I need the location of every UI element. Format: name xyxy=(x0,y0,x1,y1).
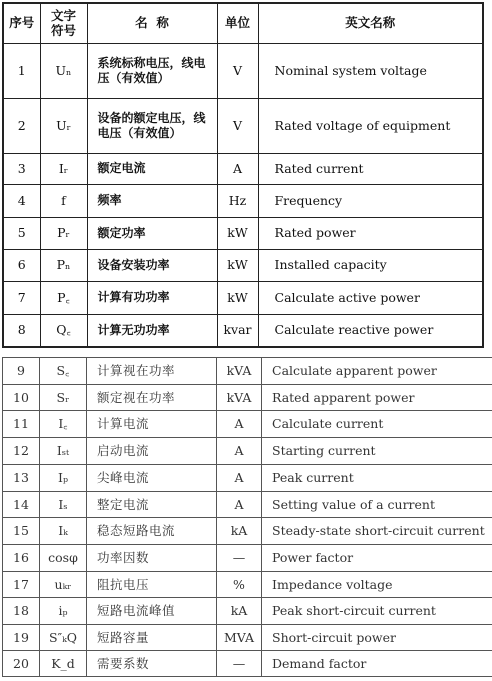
row-english: Rated current xyxy=(258,153,483,184)
row-name: 稳态短路电流 xyxy=(87,518,217,545)
row-unit: Hz xyxy=(217,184,258,217)
row-name: 功率因数 xyxy=(87,545,217,572)
table-row xyxy=(3,43,483,98)
row-name: 计算电流 xyxy=(87,411,217,438)
row-english: Nominal system voltage xyxy=(258,43,483,98)
row-unit: A xyxy=(217,153,258,184)
row-symbol: Pₙ xyxy=(40,249,87,281)
row-number: 5 xyxy=(3,217,40,249)
table-row xyxy=(3,598,492,625)
row-name: 额定视在功率 xyxy=(87,385,217,411)
row-english: Demand factor xyxy=(262,651,492,677)
row-english: Setting value of a current xyxy=(262,492,492,518)
row-unit: A xyxy=(217,465,262,492)
row-name: 额定电流 xyxy=(87,153,217,184)
row-english: Steady-state short-circuit current xyxy=(262,518,492,545)
row-unit: kA xyxy=(217,598,262,625)
row-symbol: iₚ xyxy=(40,598,87,625)
row-english: Calculate active power xyxy=(258,281,483,314)
row-unit: V xyxy=(217,98,258,153)
table-row xyxy=(3,249,483,281)
row-english: Rated voltage of equipment xyxy=(258,98,483,153)
row-name: 额定功率 xyxy=(87,217,217,249)
row-symbol: Uₙ xyxy=(40,43,87,98)
row-number: 19 xyxy=(3,625,40,651)
row-unit: kvar xyxy=(217,314,258,347)
table-row xyxy=(3,518,492,545)
row-symbol: Uᵣ xyxy=(40,98,87,153)
row-number: 2 xyxy=(3,98,40,153)
row-number: 9 xyxy=(3,358,40,385)
table-row xyxy=(3,492,492,518)
row-symbol: Q꜀ xyxy=(40,314,87,347)
symbol-table-part-1 xyxy=(2,2,484,348)
row-english: Short-circuit power xyxy=(262,625,492,651)
row-number: 11 xyxy=(3,411,40,438)
table-row xyxy=(3,572,492,598)
row-name: 系统标称电压，线电压（有效值） xyxy=(87,43,217,98)
row-number: 20 xyxy=(3,651,40,677)
row-symbol: Iₛₜ xyxy=(40,438,87,465)
table-row xyxy=(3,625,492,651)
row-symbol: K_d xyxy=(40,651,87,677)
row-number: 10 xyxy=(3,385,40,411)
row-english: Calculate apparent power xyxy=(262,358,492,385)
row-symbol: Pᵣ xyxy=(40,217,87,249)
table-row xyxy=(3,385,492,411)
row-number: 13 xyxy=(3,465,40,492)
row-english: Impedance voltage xyxy=(262,572,492,598)
header-symbol-line1: 文字 xyxy=(50,7,76,23)
row-name: 计算有功功率 xyxy=(87,281,217,314)
row-unit: — xyxy=(217,651,262,677)
row-name: 短路电流峰值 xyxy=(87,598,217,625)
row-unit: % xyxy=(217,572,262,598)
row-unit: A xyxy=(217,411,262,438)
row-symbol: S꜀ xyxy=(40,358,87,385)
row-name: 整定电流 xyxy=(87,492,217,518)
table-row xyxy=(3,438,492,465)
row-english: Peak short-circuit current xyxy=(262,598,492,625)
row-unit: kW xyxy=(217,281,258,314)
table-row xyxy=(3,651,492,677)
row-name: 计算无功功率 xyxy=(87,314,217,347)
row-number: 6 xyxy=(3,249,40,281)
row-english: Starting current xyxy=(262,438,492,465)
row-unit: MVA xyxy=(217,625,262,651)
table-row xyxy=(3,98,483,153)
row-unit: kW xyxy=(217,217,258,249)
row-english: Rated apparent power xyxy=(262,385,492,411)
row-symbol: cosφ xyxy=(40,545,87,572)
row-number: 14 xyxy=(3,492,40,518)
row-name: 需要系数 xyxy=(87,651,217,677)
row-number: 12 xyxy=(3,438,40,465)
row-english: Installed capacity xyxy=(258,249,483,281)
row-symbol: Sᵣ xyxy=(40,385,87,411)
row-english: Calculate current xyxy=(262,411,492,438)
table-row xyxy=(3,153,483,184)
row-unit: A xyxy=(217,492,262,518)
table-gap xyxy=(0,348,492,357)
header-symbol-line2: 符号 xyxy=(50,23,76,39)
row-english: Calculate reactive power xyxy=(258,314,483,347)
header-no: 序号 xyxy=(3,3,40,43)
row-english: Peak current xyxy=(262,465,492,492)
row-symbol: f xyxy=(40,184,87,217)
row-symbol: P꜀ xyxy=(40,281,87,314)
row-name: 频率 xyxy=(87,184,217,217)
row-english: Power factor xyxy=(262,545,492,572)
row-number: 16 xyxy=(3,545,40,572)
table-row xyxy=(3,217,483,249)
symbol-table-part-2 xyxy=(2,357,492,677)
row-symbol: Iᵣ xyxy=(40,153,87,184)
row-number: 15 xyxy=(3,518,40,545)
table-row xyxy=(3,545,492,572)
row-symbol: uₖᵣ xyxy=(40,572,87,598)
table-row xyxy=(3,411,492,438)
row-number: 18 xyxy=(3,598,40,625)
row-number: 17 xyxy=(3,572,40,598)
table-row xyxy=(3,465,492,492)
row-name: 设备安装功率 xyxy=(87,249,217,281)
row-name: 计算视在功率 xyxy=(87,358,217,385)
table-row xyxy=(3,281,483,314)
header-symbol xyxy=(40,3,87,43)
row-unit: A xyxy=(217,438,262,465)
row-number: 8 xyxy=(3,314,40,347)
row-number: 7 xyxy=(3,281,40,314)
row-english: Frequency xyxy=(258,184,483,217)
row-unit: — xyxy=(217,545,262,572)
row-name: 设备的额定电压，线电压（有效值） xyxy=(87,98,217,153)
row-unit: kVA xyxy=(217,358,262,385)
row-name: 短路容量 xyxy=(87,625,217,651)
row-name: 尖峰电流 xyxy=(87,465,217,492)
row-unit: V xyxy=(217,43,258,98)
row-symbol: Iₖ xyxy=(40,518,87,545)
row-name: 启动电流 xyxy=(87,438,217,465)
row-symbol: S″ₖQ xyxy=(40,625,87,651)
row-symbol: I꜀ xyxy=(40,411,87,438)
row-number: 4 xyxy=(3,184,40,217)
header-english: 英文名称 xyxy=(258,3,483,43)
row-symbol: Iₚ xyxy=(40,465,87,492)
table-row xyxy=(3,314,483,347)
table-header-row xyxy=(3,3,483,43)
row-number: 1 xyxy=(3,43,40,98)
header-unit: 单位 xyxy=(217,3,258,43)
row-unit: kA xyxy=(217,518,262,545)
row-unit: kW xyxy=(217,249,258,281)
table-row xyxy=(3,184,483,217)
table-row xyxy=(3,358,492,385)
header-name: 名 称 xyxy=(87,3,217,43)
row-english: Rated power xyxy=(258,217,483,249)
row-number: 3 xyxy=(3,153,40,184)
row-name: 阻抗电压 xyxy=(87,572,217,598)
row-symbol: Iₛ xyxy=(40,492,87,518)
row-unit: kVA xyxy=(217,385,262,411)
